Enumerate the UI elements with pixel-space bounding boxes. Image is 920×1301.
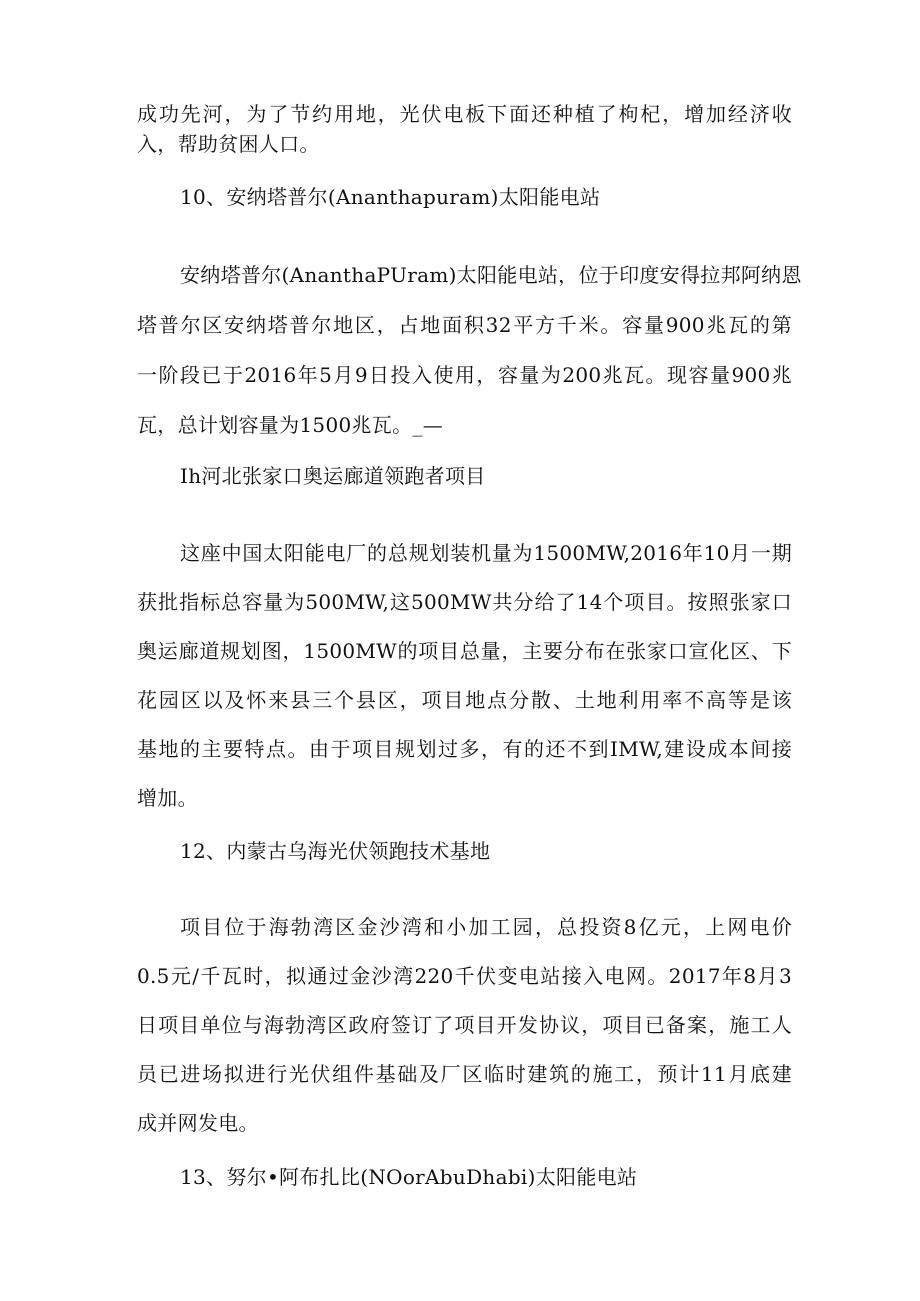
paragraph-line: 项目位于海勃湾区金沙湾和小加工园，总投资8亿元，上网电价 <box>180 915 792 939</box>
section-heading-12: 12、内蒙古乌海光伏领跑技术基地 <box>180 839 491 863</box>
section-heading-13: 13、努尔•阿布扎比(NOorAbuDhabi)太阳能电站 <box>180 1165 638 1189</box>
paragraph-line: 安纳塔普尔(AnanthaPUram)太阳能电站，位于印度安得拉邦阿纳恩 <box>180 263 802 287</box>
paragraph-line: 入，帮助贫困人口。 <box>137 132 320 156</box>
paragraph-line: 获批指标总容量为500MW,这500MW共分给了14个项目。按照张家口 <box>137 590 792 614</box>
paragraph-line: 日项目单位与海勃湾区政府签订了项目开发协议，项目已备案，施工人 <box>137 1013 792 1037</box>
paragraph-line: 0.5元/千瓦时，拟通过金沙湾220千伏变电站接入电网。2017年8月3 <box>137 964 792 988</box>
section-heading-10: 10、安纳塔普尔(Ananthapuram)太阳能电站 <box>180 185 601 209</box>
paragraph-line: 员已进场拟进行光伏组件基础及厂区临时建筑的施工，预计11月底建 <box>137 1062 792 1086</box>
paragraph-line: 这座中国太阳能电厂的总规划装机量为1500MW,2016年10月一期 <box>180 541 792 565</box>
paragraph-line: 奥运廊道规划图，1500MW的项目总量，主要分布在张家口宣化区、下 <box>137 639 792 663</box>
paragraph-line: 塔普尔区安纳塔普尔地区，占地面积32平方千米。容量900兆瓦的第 <box>137 313 792 337</box>
paragraph-line: 成并网发电。 <box>137 1111 259 1135</box>
paragraph-line: 成功先河，为了节约用地，光伏电板下面还种植了枸杞，增加经济收 <box>137 102 792 126</box>
paragraph-line: 基地的主要特点。由于项目规划过多，有的还不到IMW,建设成本间接 <box>137 737 792 761</box>
paragraph-line: 瓦，总计划容量为1500兆瓦。_— <box>137 413 443 437</box>
paragraph-line: 花园区以及怀来县三个县区，项目地点分散、土地利用率不高等是该 <box>137 688 792 712</box>
paragraph-line: 一阶段已于2016年5月9日投入使用，容量为200兆瓦。现容量900兆 <box>137 363 792 387</box>
paragraph-line: 增加。 <box>137 786 198 810</box>
section-heading-11: Ih河北张家口奥运廊道领跑者项目 <box>180 464 486 488</box>
